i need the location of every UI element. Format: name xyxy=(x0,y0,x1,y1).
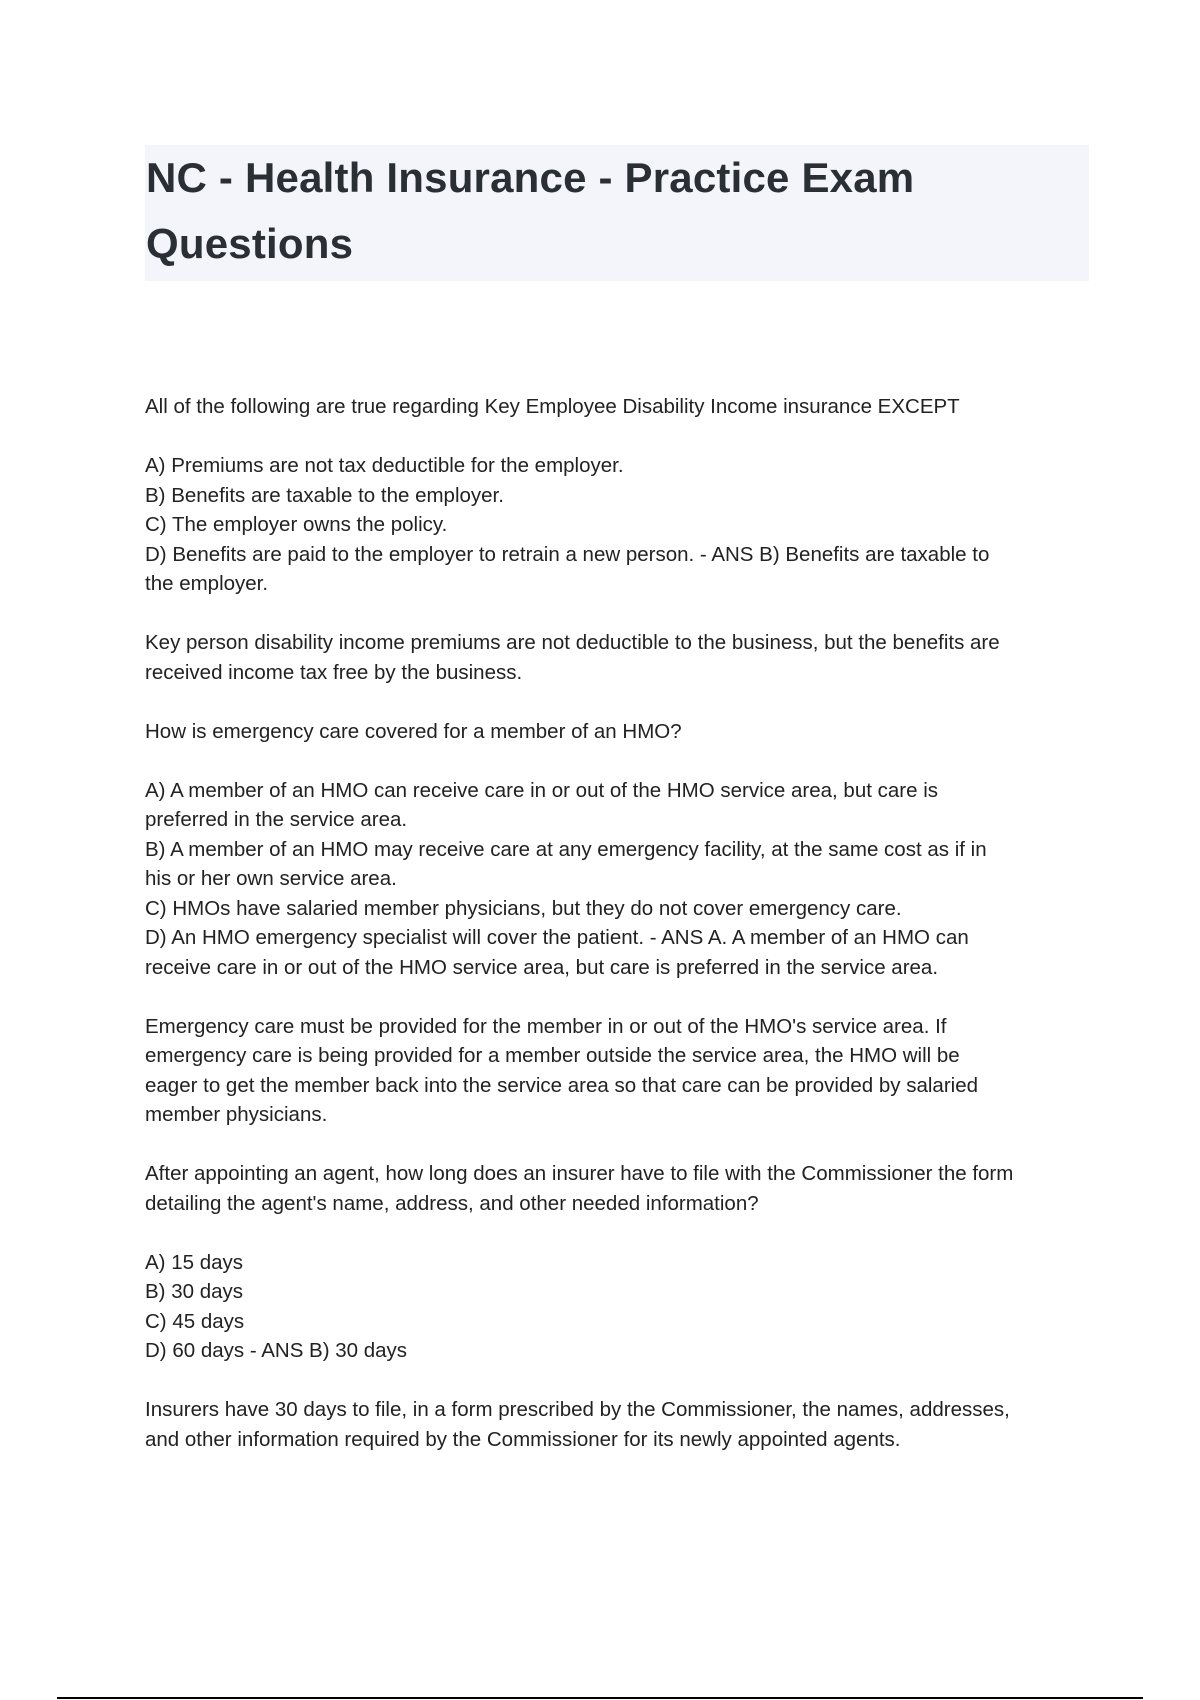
page-title-line: Questions xyxy=(146,220,354,267)
text-line: Emergency care must be provided for the member in or out of the HMO's service area. If xyxy=(145,1014,947,1038)
question-3-explanation xyxy=(145,1395,1095,1454)
choice-line: D) Benefits are paid to the employer to retrain a new person. - ANS B) Benefits are taxable to xyxy=(145,542,990,566)
choice-line: B) 30 days xyxy=(145,1280,243,1303)
choice-line: A) Premiums are not tax deductible for the employer. xyxy=(145,454,624,477)
question-3-choices xyxy=(145,1248,1095,1366)
text-line: How is emergency care covered for a member of an HMO? xyxy=(145,719,682,743)
text-line: After appointing an agent, how long does an insurer have to file with the Commissioner the form xyxy=(145,1162,1014,1185)
text-line: Key person disability income premiums are not deductible to the business, but the benefits are xyxy=(145,631,1000,654)
choice-line: D) 60 days - ANS B) 30 days xyxy=(145,1339,408,1362)
question-2-explanation xyxy=(145,1012,1095,1130)
choice-line: receive care in or out of the HMO service area, but care is preferred in the service area. xyxy=(145,955,939,979)
text-line: member physicians. xyxy=(145,1103,328,1126)
choice-line: B) A member of an HMO may receive care at any emergency facility, at the same cost as if in xyxy=(145,837,987,861)
page-title xyxy=(146,145,1089,277)
choice-line: A) 15 days xyxy=(145,1250,243,1274)
choice-line: preferred in the service area. xyxy=(145,808,408,831)
page-title-line: NC - Health Insurance - Practice Exam xyxy=(146,154,915,201)
title-banner xyxy=(145,145,1089,281)
footer-divider xyxy=(57,1697,1143,1699)
text-line: emergency care is being provided for a member outside the service area, the HMO will be xyxy=(145,1044,960,1067)
question-1-explanation xyxy=(145,628,1095,687)
choice-line: C) HMOs have salaried member physicians, but they do not cover emergency care. xyxy=(145,896,902,920)
choice-line: B) Benefits are taxable to the employer. xyxy=(145,483,504,507)
choice-line: C) 45 days xyxy=(145,1309,245,1333)
choice-line: C) The employer owns the policy. xyxy=(145,513,448,536)
text-line: eager to get the member back into the service area so that care can be provided by salaried xyxy=(145,1073,979,1097)
text-line: All of the following are true regarding Key Employee Disability Income insurance EXCEPT xyxy=(145,395,960,418)
question-1-choices xyxy=(145,451,1095,599)
text-line: detailing the agent's name, address, and other needed information? xyxy=(145,1191,759,1215)
choice-line: the employer. xyxy=(145,572,269,595)
choice-line: his or her own service area. xyxy=(145,867,397,890)
text-line: received income tax free by the business. xyxy=(145,660,523,684)
question-2-choices xyxy=(145,776,1095,983)
text-line: Insurers have 30 days to file, in a form prescribed by the Commissioner, the names, addresses, xyxy=(145,1398,1010,1421)
text-line: and other information required by the Commissioner for its newly appointed agents. xyxy=(145,1427,901,1451)
document-body xyxy=(145,392,1095,1484)
question-3-prompt xyxy=(145,1159,1095,1218)
question-2-prompt xyxy=(145,717,1095,747)
choice-line: D) An HMO emergency specialist will cover the patient. - ANS A. A member of an HMO can xyxy=(145,926,969,949)
question-1-prompt xyxy=(145,392,1095,422)
choice-line: A) A member of an HMO can receive care in or out of the HMO service area, but care is xyxy=(145,778,938,802)
